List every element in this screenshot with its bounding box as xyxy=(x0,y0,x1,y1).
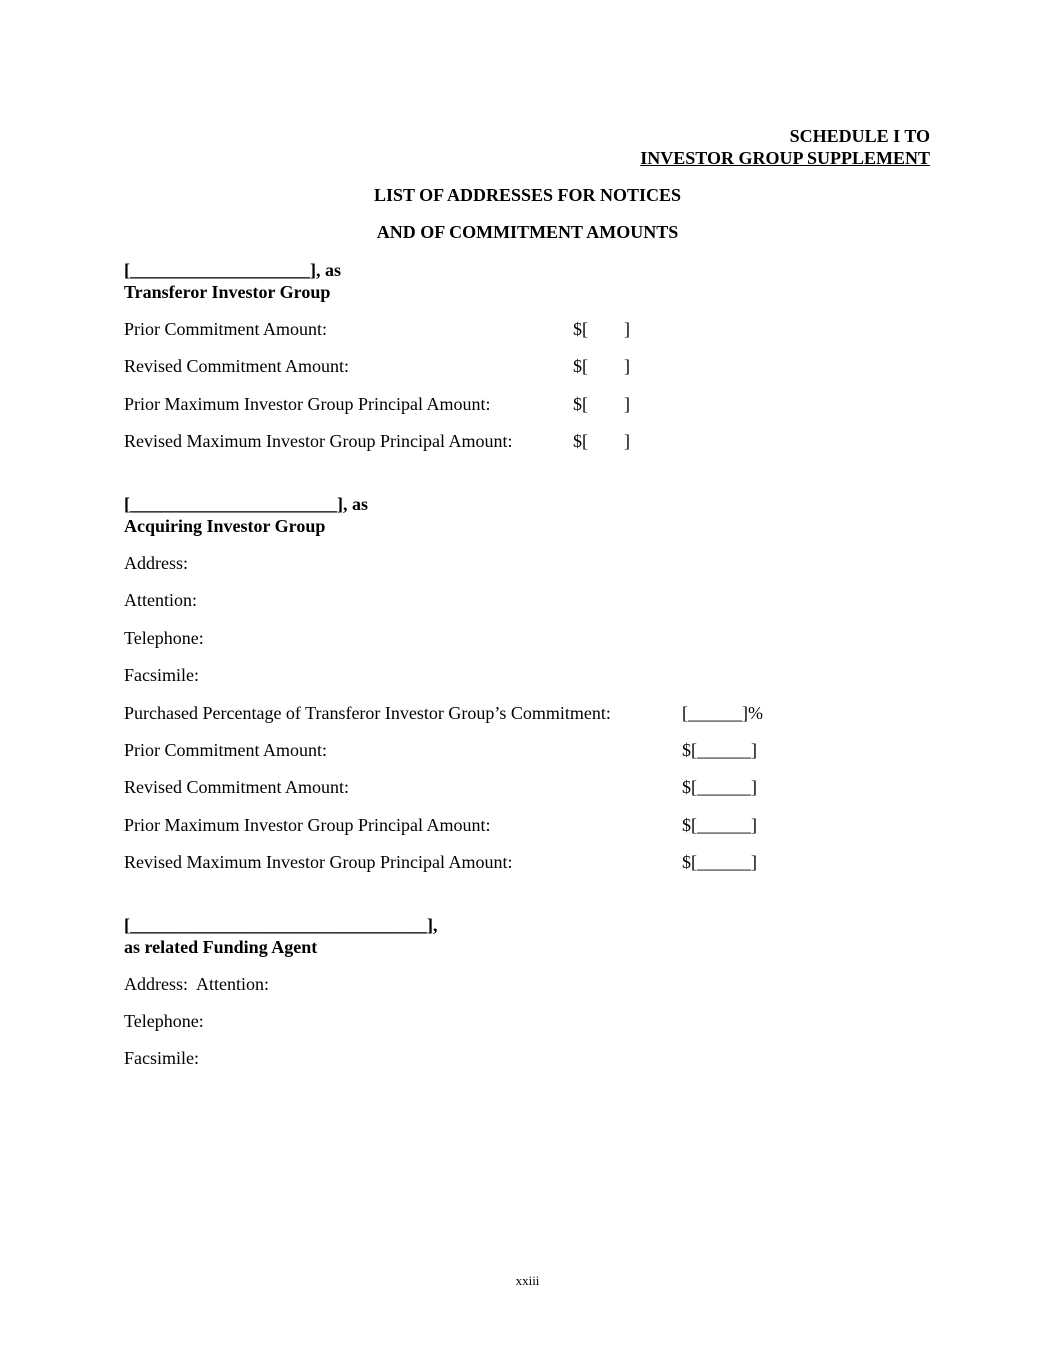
acquiring-attention-label: Attention: xyxy=(124,590,197,610)
funding-agent-address-attention: Address: Attention: xyxy=(124,974,269,994)
acquiring-purchased-percentage-value: [______]% xyxy=(682,703,763,723)
acquiring-prior-commitment-value: $[______] xyxy=(682,740,757,760)
acquiring-revised-commitment-label: Revised Commitment Amount: xyxy=(124,777,349,797)
title-line-1: LIST OF ADDRESSES FOR NOTICES xyxy=(373,185,682,205)
acquiring-revised-commitment-value: $[______] xyxy=(682,777,757,797)
transferor-revised-max-label: Revised Maximum Investor Group Principal Amount: xyxy=(124,431,513,451)
transferor-revised-commitment-value: $[ ] xyxy=(573,356,630,376)
transferor-prior-commitment-label: Prior Commitment Amount: xyxy=(124,319,328,339)
funding-agent-telephone-label: Telephone: xyxy=(124,1011,204,1031)
page-number: xxiii xyxy=(515,1273,540,1288)
acquiring-revised-max-value: $[______] xyxy=(682,852,757,872)
title-line-2: AND OF COMMITMENT AMOUNTS xyxy=(376,222,679,242)
transferor-role: Transferor Investor Group xyxy=(124,282,331,302)
acquiring-role: Acquiring Investor Group xyxy=(124,516,326,536)
acquiring-name-blank: [_______________________], as xyxy=(124,494,368,514)
transferor-prior-max-value: $[ ] xyxy=(573,394,630,414)
transferor-revised-max-value: $[ ] xyxy=(573,431,630,451)
funding-agent-facsimile-label: Facsimile: xyxy=(124,1048,199,1068)
acquiring-telephone-label: Telephone: xyxy=(124,628,204,648)
transferor-prior-commitment-value: $[ ] xyxy=(573,319,630,339)
acquiring-prior-max-value: $[______] xyxy=(682,815,757,835)
acquiring-purchased-percentage-label: Purchased Percentage of Transferor Investor Group’s Commitment: xyxy=(124,703,611,723)
acquiring-facsimile-label: Facsimile: xyxy=(124,665,199,685)
transferor-revised-commitment-label: Revised Commitment Amount: xyxy=(124,356,349,376)
funding-agent-name-blank: [_________________________________], xyxy=(124,915,438,935)
transferor-prior-max-label: Prior Maximum Investor Group Principal Amount: xyxy=(124,394,491,414)
funding-agent-role: as related Funding Agent xyxy=(124,937,318,957)
acquiring-address-label: Address: xyxy=(124,553,188,573)
acquiring-prior-max-label: Prior Maximum Investor Group Principal Amount: xyxy=(124,815,491,835)
acquiring-revised-max-label: Revised Maximum Investor Group Principal Amount: xyxy=(124,852,513,872)
schedule-heading: SCHEDULE I TO xyxy=(789,126,930,146)
transferor-name-blank: [____________________], as xyxy=(124,260,341,280)
acquiring-prior-commitment-label: Prior Commitment Amount: xyxy=(124,740,328,760)
supplement-heading: INVESTOR GROUP SUPPLEMENT xyxy=(640,148,930,168)
